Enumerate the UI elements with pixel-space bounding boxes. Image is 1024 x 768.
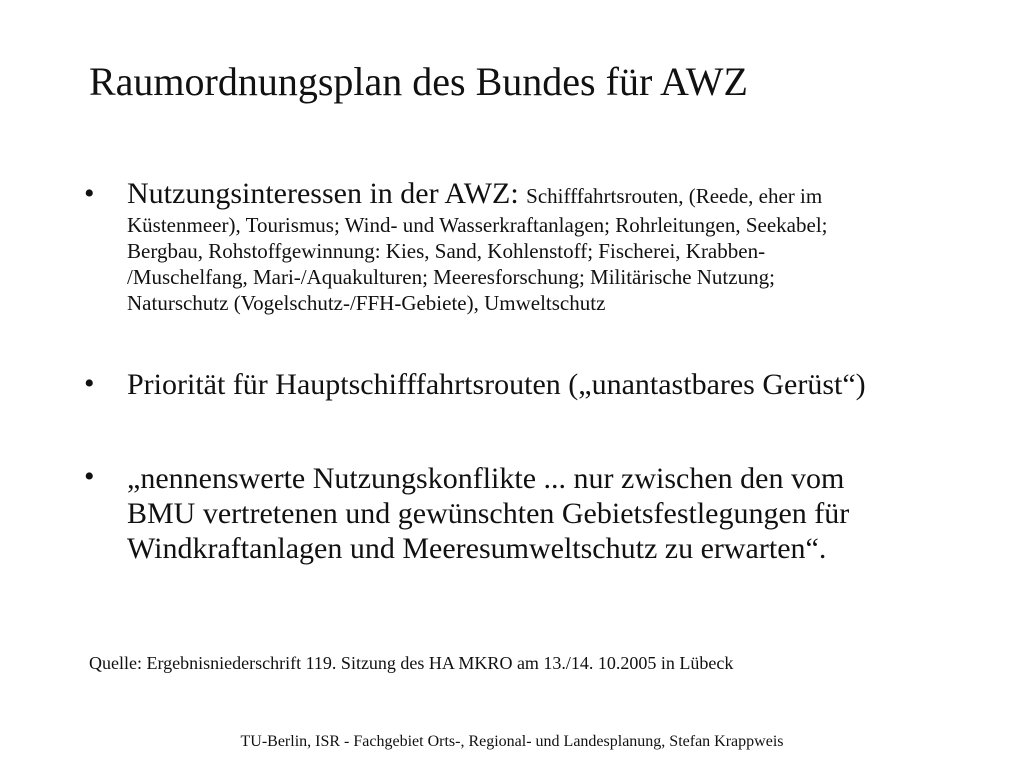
bullet-detail-line: Bergbau, Rohstoffgewinnung: Kies, Sand, Kohlenstoff; Fischerei, Krabben- [127, 239, 766, 263]
bullet-nutzungskonflikte-quote [84, 461, 984, 566]
bullet-text [127, 178, 984, 316]
slide-title: Raumordnungsplan des Bundes für AWZ [89, 59, 748, 104]
bullet-detail-line: Schifffahrtsrouten, (Reede, eher im [526, 184, 823, 208]
bullet-detail-line: Küstenmeer), Tourismus; Wind- und Wasserkraftanlagen; Rohrleitungen, Seekabel; [127, 213, 828, 237]
bullet-nutzungsinteressen [84, 178, 984, 316]
quote-line: „nennenswerte Nutzungskonflikte ... nur zwischen den vom [127, 462, 845, 495]
bullet-text: Priorität für Hauptschifffahrtsrouten („unantastbares Gerüst“) [127, 368, 866, 401]
bullet-prioritaet [84, 368, 984, 402]
bullet-detail-line: Naturschutz (Vogelschutz-/FFH-Gebiete), Umweltschutz [127, 291, 606, 315]
slide-footer: TU-Berlin, ISR - Fachgebiet Orts-, Regional- und Landesplanung, Stefan Krappweis [240, 733, 784, 750]
bullet-text [127, 461, 984, 566]
bullet-detail-line: /Muschelfang, Mari-/Aquakulturen; Meeresforschung; Militärische Nutzung; [127, 265, 775, 289]
bullet-symbol: • [84, 367, 95, 400]
bullet-symbol: • [84, 460, 95, 493]
bullet-symbol: • [84, 177, 95, 210]
source-citation: Quelle: Ergebnisniederschrift 119. Sitzung des HA MKRO am 13./14. 10.2005 in Lübeck [89, 653, 734, 673]
quote-line: Windkraftanlagen und Meeresumweltschutz zu erwarten“. [127, 532, 827, 565]
quote-line: BMU vertretenen und gewünschten Gebietsfestlegungen für [127, 497, 850, 530]
bullet-lead: Nutzungsinteressen in der AWZ: [127, 177, 527, 210]
